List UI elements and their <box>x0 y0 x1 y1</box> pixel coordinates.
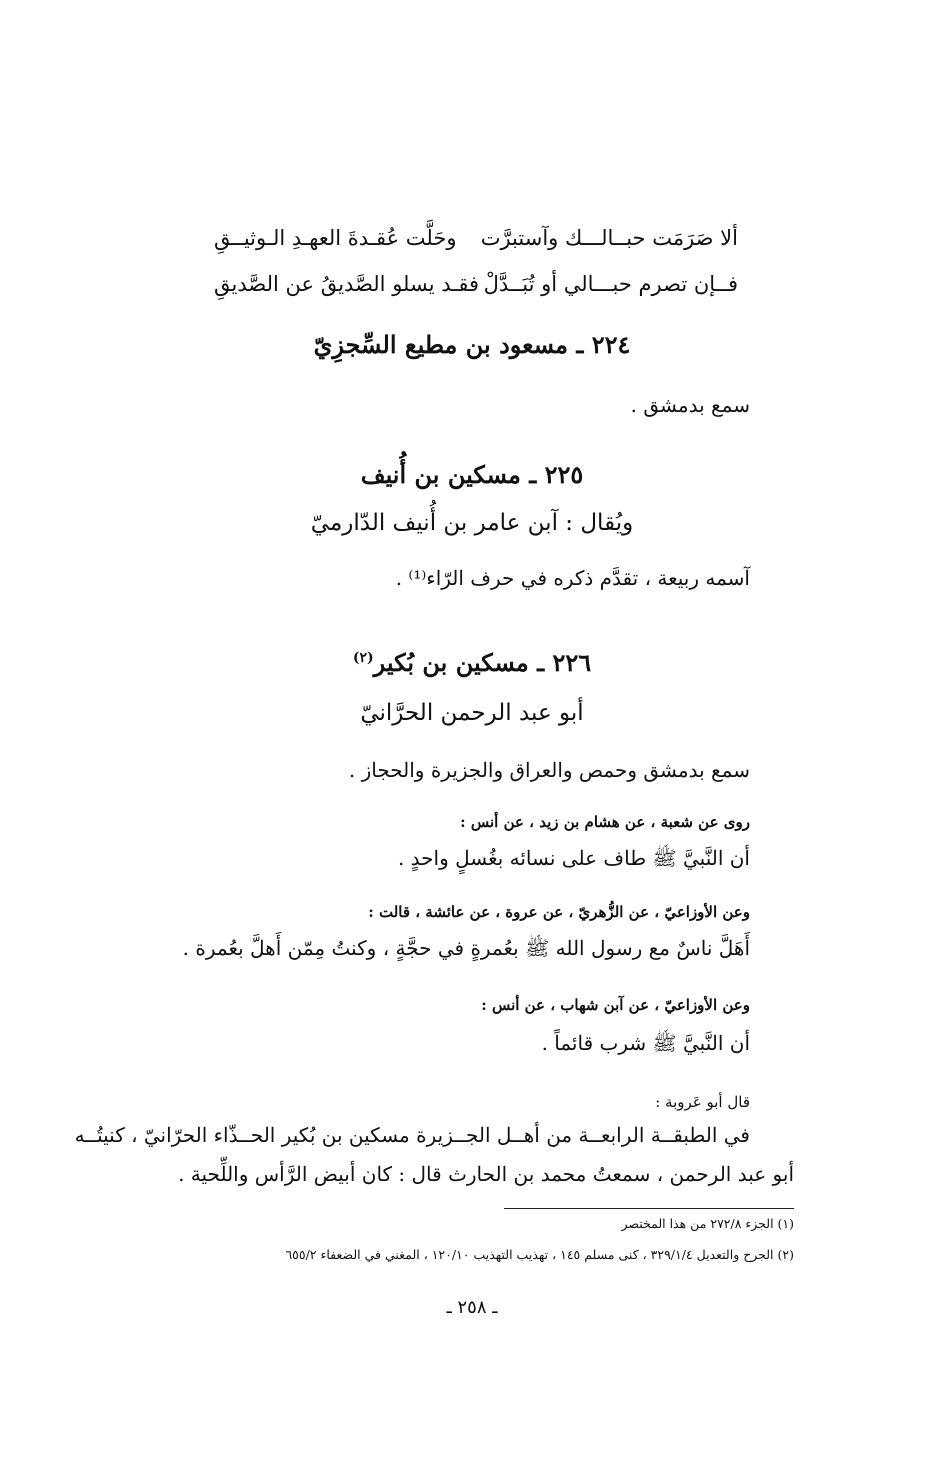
entry-226-heading-text: ٢٢٦ ـ مسكين بن بُكير <box>373 648 592 677</box>
narration-3-chain: وعن الأوزاعيّ ، عن آبن شهاب ، عن أنس : <box>481 996 750 1014</box>
narration-2-chain: وعن الأوزاعيّ ، عن الزُّهريّ ، عن عروة ، عن عائشة ، قالت : <box>368 903 750 921</box>
page-number: ـ ٢٥٨ ـ <box>446 1297 498 1318</box>
verse-1-first-hemistich: ألا صَرَمَت حبــالـــك وآستبرَّت <box>480 226 738 250</box>
footnote-1: (١) الجزء ٢٧٢/٨ من هذا المختصر <box>621 1216 794 1231</box>
narration-3-text: أن النَّبيَّ ﷺ شرب قائماً . <box>541 1031 750 1055</box>
narration-1-text: أن النَّبيَّ ﷺ طاف على نسائه بغُسلٍ واحدٍ . <box>397 846 750 870</box>
narration-1-chain: روى عن شعبة ، عن هشام بن زيد ، عن أنس : <box>460 813 750 831</box>
verse-1-second-hemistich: وحَلَّت عُقـدةَ العهـدِ الـوثيــقِ <box>214 226 457 250</box>
verse-2-second-hemistich: فقـد يسلو الصَّديقُ عن الصَّديقِ <box>214 272 480 296</box>
entry-226-footnote-marker: (٢) <box>352 650 374 666</box>
footnote-2: (٢) الجرح والتعديل ٣٢٩/١/٤ ، كنى مسلم ١٤٥ ، تهذيب التهذيب ١٢٠/١٠ ، المغني في الضعفاء ٦٥٥/٢ <box>285 1247 794 1262</box>
quote-intro: قال أبو عَروبة : <box>655 1093 750 1111</box>
entry-224-heading: ٢٢٤ ـ مسعود بن مطيع السِّجزِيّ <box>313 330 631 359</box>
entry-225-body: آسمه ربيعة ، تقدَّم ذكره في حرف الرّاء⁽¹⁾ . <box>395 566 750 590</box>
entry-224-body: سمع بدمشق . <box>630 393 750 417</box>
narration-2-text: أَهَلَّ ناسٌ مع رسول الله ﷺ بعُمرةٍ في حجَّةٍ ، وكنتُ مِمّن أَهلَّ بعُمرة . <box>182 936 750 960</box>
verse-2-first-hemistich: فــإن تصرم حبـــالي أو تُبَــدَّلْ <box>483 272 738 296</box>
entry-226-body: سمع بدمشق وحمص والعراق والجزيرة والحجاز . <box>348 758 750 782</box>
quote-line-1: في الطبقــة الرابعــة من أهــل الجــزيرة مسكين بن بُكير الحــذّاء الحرّانيّ ، كنيتُــه <box>74 1123 750 1147</box>
entry-226-heading <box>0 648 944 677</box>
quote-line-2: أبو عبد الرحمن ، سمعتُ محمد بن الحارث قال : كان أبيض الرَّأس واللِّحية . <box>178 1162 794 1186</box>
entry-225-heading: ٢٢٥ ـ مسكين بن أُنيف <box>360 460 584 489</box>
entry-226-subheading: أبو عبد الرحمن الحرَّانيّ <box>360 700 584 726</box>
footnote-separator <box>504 1208 794 1209</box>
entry-225-subheading: ويُقال : آبن عامر بن أُنيف الدّارميّ <box>310 510 634 536</box>
